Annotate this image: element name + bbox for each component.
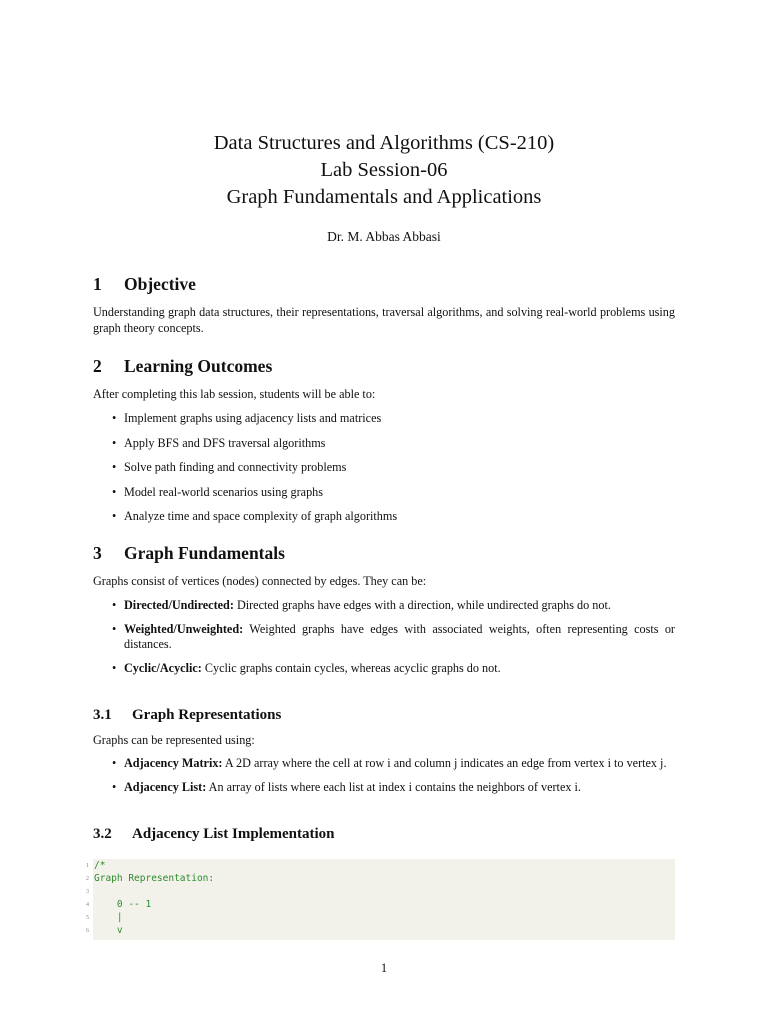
objective-paragraph: Understanding graph data structures, their representations, traversal algorithms, and solving real-world problems using graph theory concepts. bbox=[93, 305, 675, 335]
bullet-icon: • bbox=[112, 621, 117, 636]
line-number: 2 bbox=[86, 876, 89, 882]
bullet-icon: • bbox=[112, 460, 117, 474]
fundamentals-list bbox=[93, 598, 675, 676]
representations-intro: Graphs can be represented using: bbox=[93, 733, 255, 747]
list-item: • Model real-world scenarios using graphs bbox=[112, 484, 324, 499]
section-number: 1 bbox=[93, 274, 102, 294]
list-item: • Directed/Undirected: Directed graphs have edges with a direction, while undirected graphs do not. bbox=[112, 598, 611, 612]
section-heading-graph-fundamentals bbox=[93, 543, 285, 564]
outcomes-intro: After completing this lab session, students will be able to: bbox=[93, 387, 376, 401]
section-title: Objective bbox=[124, 274, 196, 294]
bullet-icon: • bbox=[112, 509, 117, 523]
author: Dr. M. Abbas Abbasi bbox=[327, 229, 441, 244]
line-number: 1 bbox=[86, 863, 89, 869]
lab-topic-title: Graph Fundamentals and Applications bbox=[226, 186, 542, 208]
lab-session-title: Lab Session-06 bbox=[320, 159, 448, 181]
bullet-icon: • bbox=[112, 435, 117, 450]
bullet-icon: • bbox=[112, 660, 117, 675]
outcomes-list bbox=[93, 411, 675, 525]
line-number: 6 bbox=[86, 928, 89, 934]
title-block bbox=[0, 130, 768, 245]
list-item: • Solve path finding and connectivity problems bbox=[112, 460, 347, 474]
section-title: Graph Fundamentals bbox=[124, 543, 285, 563]
list-item: • Adjacency Matrix: A 2D array where the cell at row i and column j indicates an edge from vertex i to vertex j. bbox=[112, 756, 667, 770]
section-number: 2 bbox=[93, 356, 102, 376]
code-line: /* bbox=[94, 860, 106, 871]
course-title: Data Structures and Algorithms (CS-210) bbox=[213, 132, 555, 154]
term: Directed/Undirected: bbox=[124, 598, 234, 612]
bullet-icon: • bbox=[112, 756, 117, 770]
term: Adjacency List: bbox=[124, 779, 207, 794]
list-item: • Apply BFS and DFS traversal algorithms bbox=[112, 435, 326, 450]
subsection-number: 3.2 bbox=[93, 826, 112, 842]
code-line: | bbox=[94, 912, 123, 923]
code-line: Graph Representation: bbox=[94, 873, 215, 884]
list-item: • Adjacency List: An array of lists where each list at index i contains the neighbors of vertex i. bbox=[112, 779, 581, 794]
line-number: 4 bbox=[86, 902, 89, 908]
subsection-heading-graph-representations bbox=[93, 707, 281, 724]
list-item: • Weighted/Unweighted: Weighted graphs have edges with associated weights, often representing costs or distances. bbox=[112, 621, 675, 651]
bullet-icon: • bbox=[112, 484, 117, 499]
list-item: • Cyclic/Acyclic: Cyclic graphs contain cycles, whereas acyclic graphs do not. bbox=[112, 660, 501, 675]
line-number: 3 bbox=[86, 889, 89, 895]
code-listing bbox=[93, 859, 675, 940]
code-line: v bbox=[94, 925, 123, 936]
subsection-heading-adjacency-list-implementation bbox=[93, 826, 335, 843]
code-line: 0 -- 1 bbox=[94, 899, 152, 910]
section-title: Learning Outcomes bbox=[124, 356, 273, 376]
subsection-number: 3.1 bbox=[93, 707, 112, 723]
line-number: 5 bbox=[86, 915, 89, 921]
subsection-title: Graph Representations bbox=[132, 707, 282, 723]
section-number: 3 bbox=[93, 543, 102, 563]
subsection-title: Adjacency List Implementation bbox=[132, 826, 335, 842]
page-number: 1 bbox=[380, 961, 388, 975]
term: Weighted/Unweighted: bbox=[124, 621, 244, 636]
bullet-icon: • bbox=[112, 598, 117, 612]
bullet-icon: • bbox=[112, 779, 117, 794]
representations-list bbox=[93, 756, 675, 795]
bullet-icon: • bbox=[112, 411, 117, 425]
term: Cyclic/Acyclic: bbox=[124, 660, 202, 675]
fundamentals-intro: Graphs consist of vertices (nodes) connected by edges. They can be: bbox=[93, 574, 427, 588]
list-item: • Analyze time and space complexity of graph algorithms bbox=[112, 509, 398, 523]
section-heading-objective bbox=[93, 274, 196, 295]
section-heading-learning-outcomes bbox=[93, 356, 272, 377]
term: Adjacency Matrix: bbox=[124, 756, 223, 770]
list-item: • Implement graphs using adjacency lists and matrices bbox=[112, 411, 382, 425]
